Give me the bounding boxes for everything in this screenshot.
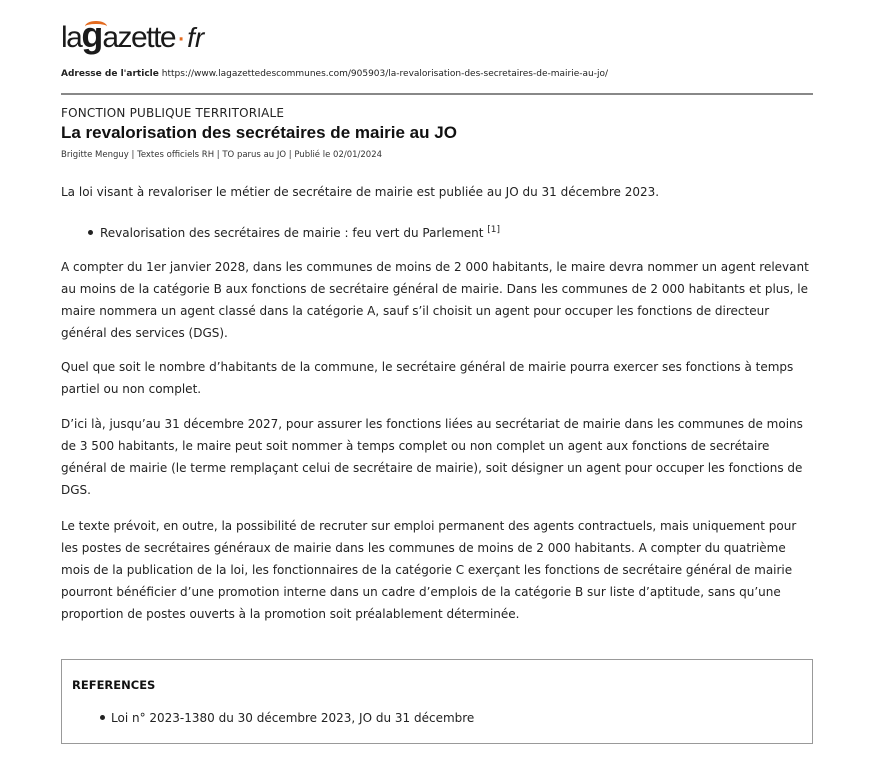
article-paragraph: Quel que soit le nombre d’habitants de la commune, le secrétaire général de mairie pourra exercer ses fonctions à temps partiel ou non complet. xyxy=(61,360,794,396)
article-paragraph: Le texte prévoit, en outre, la possibilité de recruter sur emploi permanent des agents contractuels, mais uniquement pour les postes de secrétaires généraux de mairie dans les communes de moins de 2 000 habitants. A compter du quatrième mois de la publication de la loi, les fonctionnaires de la catégorie C exerçant les fonctions de secrétaire général de mairie pourront bénéficier d’une promotion interne dans un cadre d’emplois de la catégorie B sur liste d’aptitude, sans qu’une proportion de postes ouverts à la promotion soit préalablement déterminée. xyxy=(61,519,797,621)
bullet-icon xyxy=(88,230,93,235)
logo-dot: · xyxy=(176,21,187,54)
related-article-item xyxy=(88,219,500,244)
footnote-ref[interactable]: [1] xyxy=(487,225,501,235)
header-divider xyxy=(61,93,813,95)
article-paragraph: A compter du 1er janvier 2028, dans les communes de moins de 2 000 habitants, le maire devra nommer un agent relevant au moins de la catégorie B aux fonctions de secrétaire général de mairie. Dans les communes de 2 000 habitants et plus, le maire nommera un agent classé dans la catégorie A, sauf s’il choisit un agent pour occuper les fonctions de directeur général des services (DGS). xyxy=(61,260,809,340)
address-url[interactable]: https://www.lagazettedescommunes.com/905903/la-revalorisation-des-secretaires-de-mairie-au-jo/ xyxy=(161,69,609,79)
logo-text-part2: g xyxy=(81,14,103,55)
logo-text-tld: fr xyxy=(187,22,205,53)
article-lead: La loi visant à revaloriser le métier de secrétaire de mairie est publiée au JO du 31 décembre 2023. xyxy=(61,185,660,199)
reference-item xyxy=(100,711,474,725)
address-label: Adresse de l'article xyxy=(61,69,159,79)
related-article-link[interactable]: Revalorisation des secrétaires de mairie : feu vert du Parlement xyxy=(100,226,484,240)
logo-text-part1: la xyxy=(61,21,82,54)
article-byline: Brigitte Menguy | Textes officiels RH | TO parus au JO | Publié le 02/01/2024 xyxy=(61,150,383,160)
site-logo[interactable] xyxy=(61,14,204,58)
article-paragraph: D’ici là, jusqu’au 31 décembre 2027, pour assurer les fonctions liées au secrétariat de mairie dans les communes de moins de 3 500 habitants, le maire peut soit nommer à temps complet ou non complet un agent aux fonctions de secrétaire général de mairie (le terme remplaçant celui de secrétaire de mairie), soit désigner un agent pour occuper les fonctions de DGS. xyxy=(61,417,803,497)
logo-text-part3: azette xyxy=(102,21,176,54)
bullet-icon xyxy=(100,715,105,720)
references-box xyxy=(61,659,813,744)
article-title: La revalorisation des secrétaires de mairie au JO xyxy=(61,123,457,142)
reference-text: Loi n° 2023-1380 du 30 décembre 2023, JO du 31 décembre xyxy=(111,711,475,725)
article-address xyxy=(61,69,608,79)
logo-smile-icon xyxy=(85,21,107,32)
article-kicker: FONCTION PUBLIQUE TERRITORIALE xyxy=(61,106,285,120)
references-title: REFERENCES xyxy=(72,678,156,692)
